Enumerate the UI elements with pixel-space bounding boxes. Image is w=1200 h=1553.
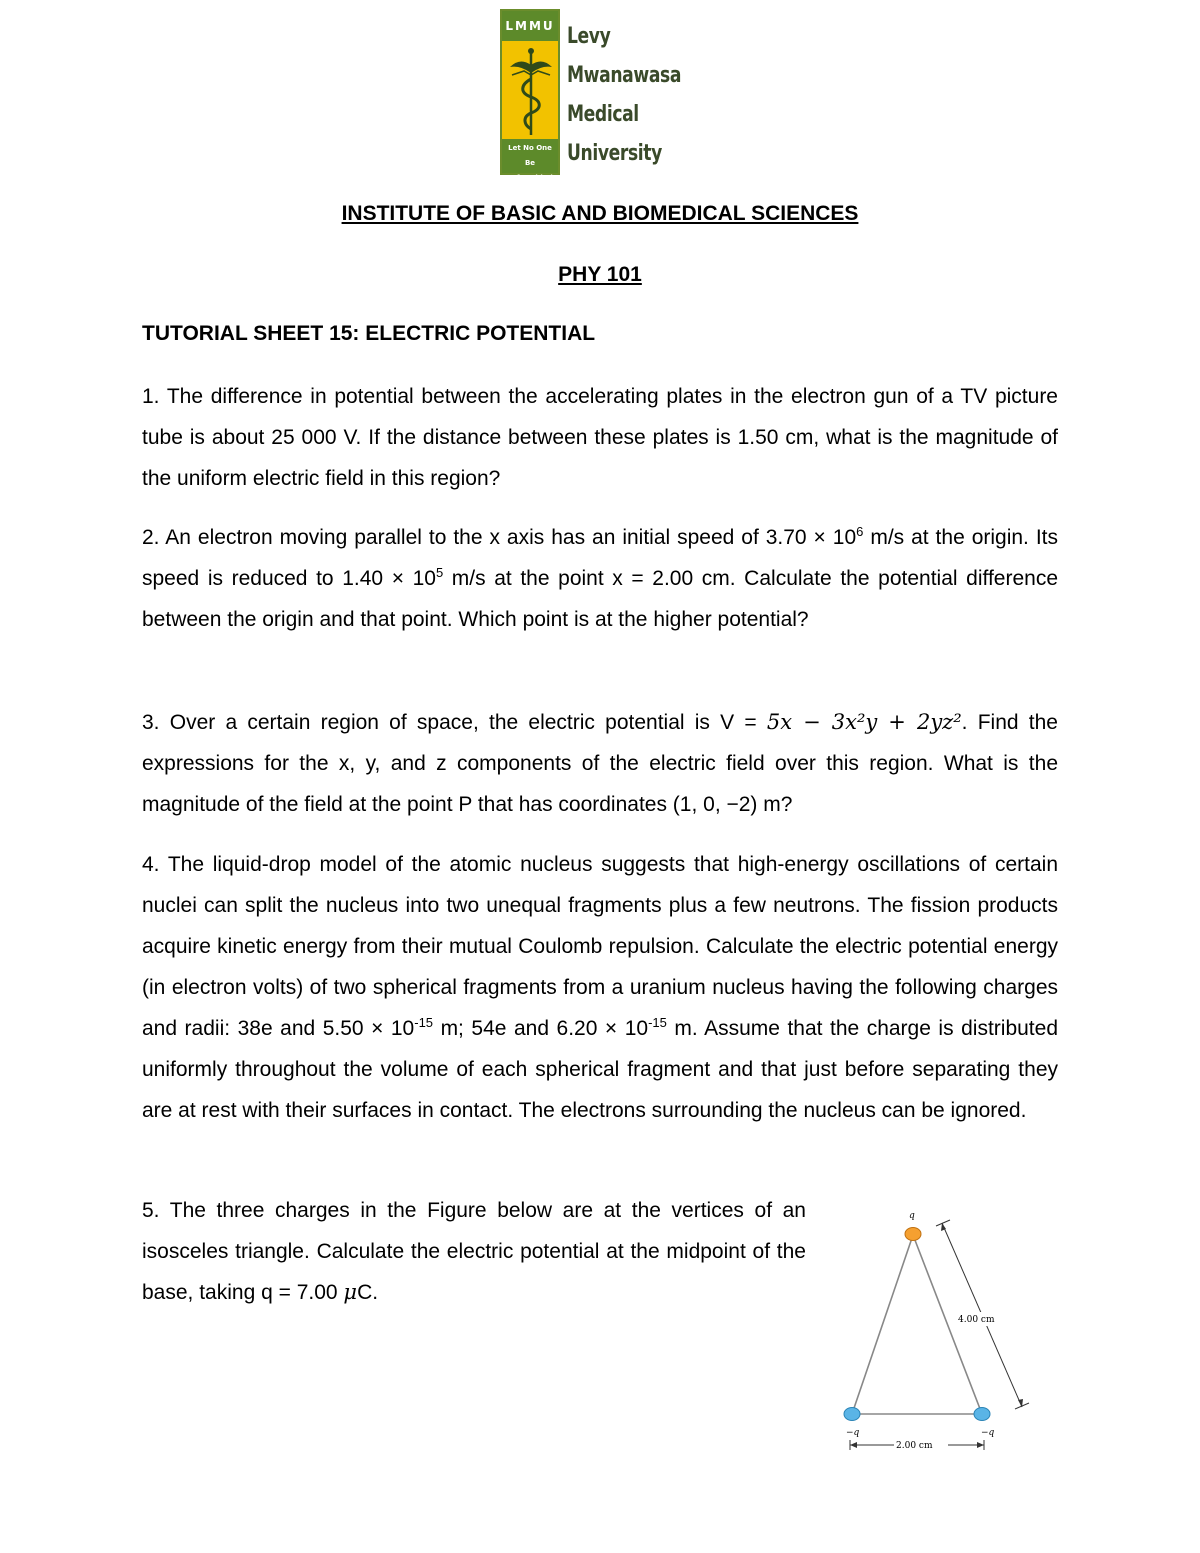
logo-name-line4: University: [567, 141, 662, 166]
question-1: 1. The difference in potential between the accelerating plates in the electron gun of a TV picture tube is about 25 000 V. If the distance between these plates is 1.50 cm, what is the magnitude of the uniform electric field in this region?: [142, 385, 1058, 490]
question-3: [142, 702, 1058, 825]
question-4: [142, 844, 1058, 1131]
logo-motto-line2: Left Behind: [507, 174, 553, 182]
logo-university-name: [567, 17, 681, 173]
positive-charge-top: [905, 1228, 921, 1241]
question-5-text-a: 5. The three charges in the Figure below are at the vertices of an isosceles triangle. Calculate the electric potential at the midpoint of the base, taking q = 7.00: [142, 1199, 806, 1304]
triangle-diagram: [838, 1205, 1038, 1460]
base-arrow-left: [850, 1442, 857, 1448]
logo-motto-line1: Let No One Be: [508, 144, 552, 167]
question-3-text-a: 3. Over a certain region of space, the electric potential is V =: [142, 711, 767, 734]
logo-panel: [500, 9, 560, 182]
negative-charge-right: [974, 1408, 990, 1421]
course-heading: PHY 101: [558, 263, 642, 286]
negative-charge-left: [844, 1408, 860, 1421]
question-2-exponent-b: 5: [435, 565, 444, 580]
question-3-formula: 5x − 3x²y + 2yz²: [766, 710, 962, 734]
question-2-text-c: m/s at the point x = 2.00 cm. Calculate the potential difference between the origin and that point. Which point is at the higher potential?: [142, 567, 1058, 631]
base-length-label: 2.00 cm: [896, 1441, 933, 1451]
question-4-text-a: 4. The liquid-drop model of the atomic nucleus suggests that high-energy oscillations of certain nuclei can split the nucleus into two unequal fragments plus a few neutrons. The fission products acquire kinetic energy from their mutual Coulomb repulsion. Calculate the electric potential energy (in electron volts) of two spherical fragments from a uranium nucleus having the following charges and radii: 38e and 5.50 × 10: [142, 853, 1058, 1040]
sheet-title: TUTORIAL SHEET 15: ELECTRIC POTENTIAL: [142, 322, 596, 345]
logo-name-line2: Mwanawasa: [567, 63, 682, 88]
question-2-text-a: 2. An electron moving parallel to the x axis has an initial speed of 3.70 × 10: [142, 526, 857, 549]
question-5: [142, 1190, 806, 1313]
triangle-left-side: [852, 1235, 913, 1414]
logo-name-line1: Levy: [567, 24, 611, 49]
university-logo: [500, 9, 682, 182]
question-4-text-b: m; 54e and 6.20 × 10: [433, 1017, 649, 1040]
side-length-label: 4.00 cm: [958, 1315, 995, 1325]
left-charge-label: −q: [846, 1428, 860, 1438]
institute-heading: INSTITUTE OF BASIC AND BIOMEDICAL SCIENCES: [341, 202, 859, 225]
question-2: [142, 517, 1058, 640]
question-5-mu-symbol: μ: [343, 1280, 358, 1304]
question-4-text-c: m. Assume that the charge is distributed uniformly throughout the volume of each spherical fragment and that just before separating they are at rest with their surfaces in contact. The electrons surrounding the nucleus can be ignored.: [142, 1017, 1059, 1122]
charges-triangle-figure: [838, 1205, 1038, 1460]
question-5-text-b: C.: [357, 1281, 379, 1304]
question-2-text-b: m/s at the origin. Its speed is reduced to 1.40 × 10: [142, 526, 1059, 590]
caduceus-icon: [506, 45, 556, 137]
logo-motto: [502, 139, 558, 182]
question-4-exponent-b: -15: [648, 1015, 667, 1030]
base-arrow-right: [977, 1442, 984, 1448]
top-charge-label: q: [909, 1211, 915, 1221]
question-3-text-b: . Find the expressions for the x, y, and z components of the electric field over this region. What is the magnitude of the field at the point P that has coordinates (1, 0, −2) m?: [142, 711, 1058, 816]
question-4-exponent-a: -15: [414, 1015, 434, 1030]
logo-acronym: LMMU: [502, 11, 558, 41]
right-charge-label: −q: [981, 1428, 995, 1438]
logo-name-line3: Medical: [567, 102, 639, 127]
question-2-exponent-a: 6: [856, 524, 864, 539]
